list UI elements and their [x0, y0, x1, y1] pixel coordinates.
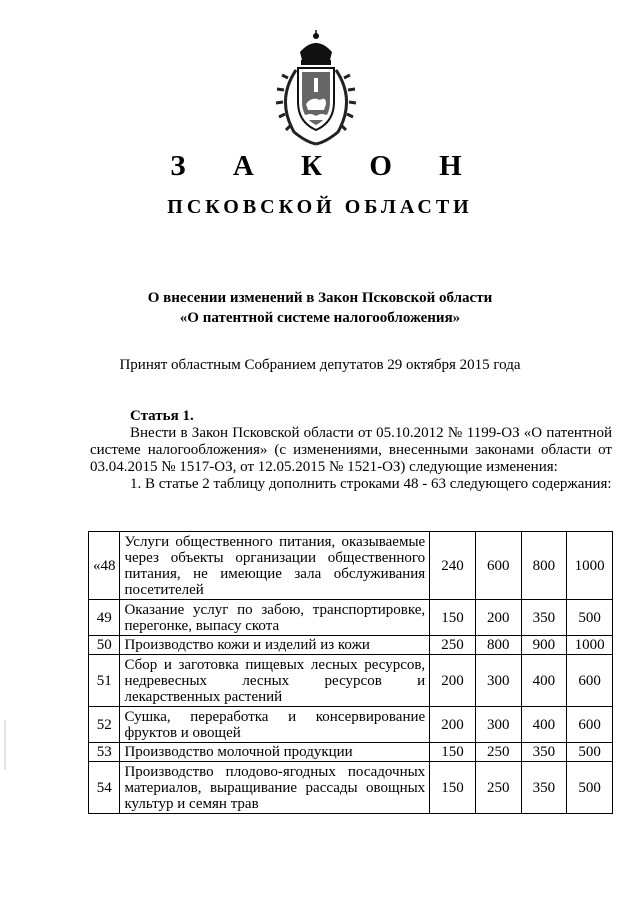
article-paragraph-2: 1. В статье 2 таблицу дополнить строками 48 - 63 следующего содержания: [130, 476, 612, 492]
article-heading: Статья 1. [130, 408, 194, 424]
value-cell: 300 [475, 655, 521, 707]
table-row [89, 532, 613, 600]
value-cell: 150 [430, 762, 476, 814]
value-cell: 600 [567, 707, 613, 743]
value-cell: 350 [521, 743, 567, 762]
row-description-cell: Сбор и заготовка пищевых лесных ресурсов, недревесных лесных ресурсов и лекарственных растений [120, 655, 430, 707]
value-cell: 200 [430, 707, 476, 743]
subject-line-1: О внесении изменений в Закон Псковской области [147, 290, 493, 306]
row-number-cell: 51 [89, 655, 120, 707]
value-cell: 350 [521, 762, 567, 814]
table-row [89, 762, 613, 814]
row-description-cell: Услуги общественного питания, оказываемые через объекты организации общественного питания, не имеющие зала обслуживания посетителей [120, 532, 430, 600]
value-cell: 600 [475, 532, 521, 600]
row-description-cell: Сушка, переработка и консервирование фруктов и овощей [120, 707, 430, 743]
value-cell: 240 [430, 532, 476, 600]
value-cell: 250 [475, 743, 521, 762]
value-cell: 400 [521, 707, 567, 743]
value-cell: 800 [475, 636, 521, 655]
value-cell: 200 [475, 600, 521, 636]
value-cell: 400 [521, 655, 567, 707]
table-row [89, 636, 613, 655]
row-number-cell: 50 [89, 636, 120, 655]
row-number-cell: 49 [89, 600, 120, 636]
value-cell: 800 [521, 532, 567, 600]
value-cell: 500 [567, 600, 613, 636]
coat-of-arms-emblem [266, 30, 366, 150]
value-cell: 500 [567, 762, 613, 814]
value-cell: 250 [475, 762, 521, 814]
value-cell: 250 [430, 636, 476, 655]
row-description-cell: Производство молочной продукции [120, 743, 430, 762]
document-title: З А К О Н [170, 150, 482, 182]
value-cell: 150 [430, 743, 476, 762]
adoption-note: Принят областным Собранием депутатов 29 октября 2015 года [119, 357, 521, 373]
table-row [89, 655, 613, 707]
value-cell: 350 [521, 600, 567, 636]
table-row [89, 707, 613, 743]
article-paragraph-1: Внести в Закон Псковской области от 05.10.2012 № 1199-ОЗ «О патентной системе налогообложения» (с изменениями, внесенными законами области от 03.04.2015 № 1517-ОЗ, от 12.05.2015 № 1521-ОЗ) следующие изменения: [90, 425, 612, 475]
value-cell: 200 [430, 655, 476, 707]
value-cell: 150 [430, 600, 476, 636]
value-cell: 900 [521, 636, 567, 655]
document-subtitle: ПСКОВСКОЙ ОБЛАСТИ [167, 196, 473, 218]
scan-edge-mark [4, 720, 6, 770]
value-cell: 600 [567, 655, 613, 707]
value-cell: 500 [567, 743, 613, 762]
row-number-cell: 54 [89, 762, 120, 814]
law-subject [0, 288, 640, 328]
table-row [89, 743, 613, 762]
tax-rate-table [88, 531, 613, 814]
value-cell: 1000 [567, 532, 613, 600]
row-description-cell: Производство кожи и изделий из кожи [120, 636, 430, 655]
value-cell: 300 [475, 707, 521, 743]
row-description-cell: Оказание услуг по забою, транспортировке, перегонке, выпасу скота [120, 600, 430, 636]
article-body [90, 408, 612, 493]
value-cell: 1000 [567, 636, 613, 655]
row-description-cell: Производство плодово-ягодных посадочных материалов, выращивание рассады овощных культур и семян трав [120, 762, 430, 814]
row-number-cell: «48 [89, 532, 120, 600]
subject-line-2: «О патентной системе налогообложения» [179, 310, 461, 326]
row-number-cell: 53 [89, 743, 120, 762]
row-number-cell: 52 [89, 707, 120, 743]
table-row [89, 600, 613, 636]
